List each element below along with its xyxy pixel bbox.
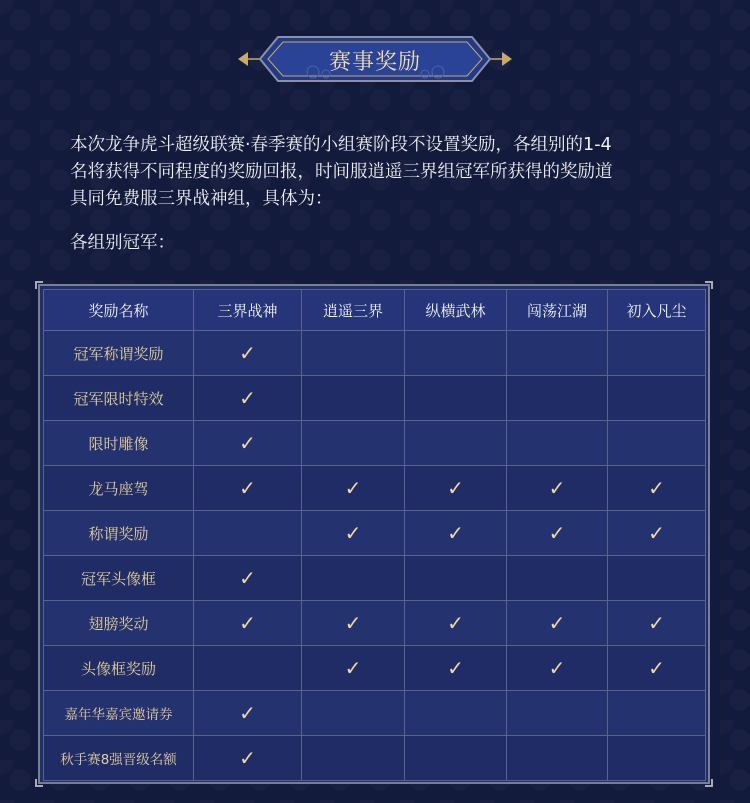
table-cell [405, 421, 507, 466]
checkmark-icon: ✓ [239, 746, 256, 770]
checkmark-icon: ✓ [344, 611, 362, 635]
table-cell [507, 511, 608, 556]
table-cell [608, 421, 706, 466]
checkmark-icon: ✓ [447, 611, 464, 635]
table-cell [405, 511, 507, 556]
checkmark-icon: ✓ [548, 656, 566, 680]
table-header-row [44, 290, 706, 331]
table-cell [302, 331, 405, 376]
table-cell [302, 421, 405, 466]
table-row [44, 421, 706, 466]
table-cell [302, 466, 405, 511]
table-cell [507, 421, 608, 466]
frame-corner [705, 281, 713, 289]
table-row [44, 736, 706, 781]
section-banner [238, 34, 512, 84]
reward-table-frame [38, 284, 710, 784]
table-cell [608, 331, 706, 376]
table-cell [507, 556, 608, 601]
intro-paragraph [70, 132, 690, 213]
table-cell [507, 376, 608, 421]
checkmark-icon: ✓ [648, 611, 665, 635]
reward-name-cell: 称谓奖励 [44, 511, 194, 556]
reward-name-cell: 嘉年华嘉宾邀请券 [44, 691, 194, 736]
frame-corner [35, 779, 43, 787]
checkmark-icon: ✓ [648, 476, 665, 500]
checkmark-icon: ✓ [447, 656, 464, 680]
table-row [44, 556, 706, 601]
table-cell [507, 331, 608, 376]
table-cell [608, 691, 706, 736]
table-cell [405, 601, 507, 646]
reward-name-cell: 头像框奖励 [44, 646, 194, 691]
column-header: 三界战神 [194, 290, 302, 331]
reward-name-cell: 翅膀奖动 [44, 601, 194, 646]
reward-name-cell: 龙马座驾 [44, 466, 194, 511]
table-cell [507, 646, 608, 691]
checkmark-icon: ✓ [648, 656, 665, 680]
table-cell [302, 511, 405, 556]
checkmark-icon: ✓ [239, 611, 256, 635]
table-cell [608, 466, 706, 511]
table-cell [608, 376, 706, 421]
table-cell [405, 556, 507, 601]
reward-table [43, 289, 706, 781]
table-cell [194, 331, 302, 376]
frame-corner [35, 281, 43, 289]
checkmark-icon: ✓ [447, 521, 464, 545]
checkmark-icon: ✓ [239, 431, 256, 455]
table-cell [507, 736, 608, 781]
reward-name-cell: 秋手赛8强晋级名额 [44, 736, 194, 781]
frame-corner [705, 779, 713, 787]
checkmark-icon: ✓ [344, 656, 362, 680]
reward-name-cell: 冠军限时特效 [44, 376, 194, 421]
column-header: 纵横武林 [405, 290, 507, 331]
table-cell [302, 646, 405, 691]
table-cell [194, 646, 302, 691]
reward-name-cell: 冠军头像框 [44, 556, 194, 601]
table-cell [194, 556, 302, 601]
table-cell [194, 736, 302, 781]
intro-line: 名将获得不同程度的奖励回报，时间服逍遥三界组冠军所获得的奖励道 [70, 162, 613, 182]
checkmark-icon: ✓ [548, 476, 566, 500]
checkmark-icon: ✓ [239, 566, 256, 590]
table-cell [302, 376, 405, 421]
reward-name-cell: 冠军称谓奖励 [44, 331, 194, 376]
table-cell [302, 736, 405, 781]
table-row [44, 691, 706, 736]
table-cell [507, 691, 608, 736]
reward-name-cell: 限时雕像 [44, 421, 194, 466]
table-cell [194, 421, 302, 466]
checkmark-icon: ✓ [239, 386, 256, 410]
table-row [44, 601, 706, 646]
table-cell [405, 331, 507, 376]
checkmark-icon: ✓ [548, 521, 566, 545]
table-row [44, 466, 706, 511]
table-cell [194, 511, 302, 556]
table-cell [405, 736, 507, 781]
table-cell [302, 601, 405, 646]
table-cell [608, 646, 706, 691]
intro-line: 本次龙争虎斗超级联赛·春季赛的小组赛阶段不设置奖励，各组别的1-4 [70, 135, 612, 155]
checkmark-icon: ✓ [648, 521, 665, 545]
table-cell [194, 601, 302, 646]
table-cell [507, 601, 608, 646]
column-header: 奖励名称 [44, 290, 194, 331]
table-cell [608, 511, 706, 556]
checkmark-icon: ✓ [344, 521, 362, 545]
table-cell [608, 601, 706, 646]
intro-line: 具同免费服三界战神组，具体为： [70, 189, 333, 209]
table-cell [405, 691, 507, 736]
checkmark-icon: ✓ [239, 476, 256, 500]
checkmark-icon: ✓ [344, 476, 362, 500]
column-header: 逍遥三界 [302, 290, 405, 331]
checkmark-icon: ✓ [447, 476, 464, 500]
table-cell [302, 691, 405, 736]
table-cell [507, 466, 608, 511]
checkmark-icon: ✓ [239, 701, 256, 725]
table-cell [194, 376, 302, 421]
table-cell [194, 466, 302, 511]
table-body [44, 331, 706, 781]
table-row [44, 376, 706, 421]
table-row [44, 511, 706, 556]
table-cell [405, 646, 507, 691]
table-row [44, 331, 706, 376]
table-cell [405, 376, 507, 421]
table-row [44, 646, 706, 691]
table-cell [608, 556, 706, 601]
table-cell [608, 736, 706, 781]
table-cell [194, 691, 302, 736]
column-header: 闯荡江湖 [507, 290, 608, 331]
table-cell [302, 556, 405, 601]
checkmark-icon: ✓ [239, 341, 256, 365]
champion-subheading: 各组别冠军： [70, 233, 175, 253]
column-header: 初入凡尘 [608, 290, 706, 331]
banner-title: 赛事奖励 [328, 50, 421, 75]
table-cell [405, 466, 507, 511]
checkmark-icon: ✓ [548, 611, 566, 635]
